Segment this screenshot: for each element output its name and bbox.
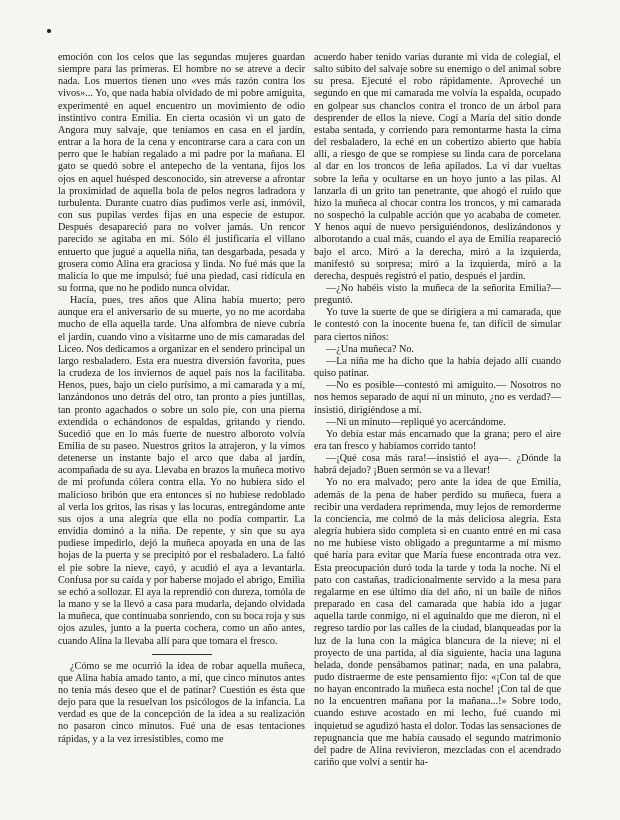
paragraph: Yo tuve la suerte de que se dirigiera a mi camarada, que le contestó con la inocente buena fe, tan difícil de simular para ciertos niños: [314, 307, 561, 343]
paragraph: Yo debía estar más encarnado que la grana; pero el aire era tan fresco y habíamos corrido tanto! [314, 428, 561, 452]
paragraph: —La niña me ha dicho que la había dejado allí cuando quiso patinar. [314, 355, 561, 380]
right-column [314, 52, 561, 769]
paragraph: Yo no era malvado; pero ante la idea de que Emilia, además de la pena de haber perdido su muñeca, fuera a recibir una verdadera reprimenda, muy lejos de remorderme la conciencia, me colmó de la más deliciosa alegría. Esta alegría hubiera sido completa si en cuanto entré en mi casa no me hubiese visto obligado a preguntarme a mí mismo qué haría para evitar que María fuese encontrada otra vez. Esta preocupación duró toda la tarde y toda la noche. Ni el pato con castañas, tradicionalmente servido a la mesa para regalarme en ese último día del año, ni un baile de niños preparado en casa del camarada que había ido a jugar aquella tarde conmigo, ni el aguinaldo que me dieron, ni el regreso tardío por las calles de la ciudad, blanqueadas por la luz de la luna con la mágica blancura de la nieve; ni el proyecto de una partida, al día siguiente, hacia una laguna helada, donde pensábamos patinar; nada, en una palabra, pudo distraerme de este pensamiento fijo: «¡Con tal de que no hayan encontrado la muñeca esta noche! ¡Con tal de que no la encuentren mañana por la mañana...!» Sobre todo, cuando estuve acostado en mi lecho, fué cuando mi inquietud se agudizó hasta el dolor. Todas las sensaciones de repugnancia que me había causado el segundo matrimonio del padre de Alina revivieron, mezcladas con el acendrado cariño que volví a sentir ha- [314, 477, 561, 769]
paragraph: acuerdo haber tenido varias durante mi vida de colegial, el salto súbito del salvaje sobre su enemigo o del animal sobre su presa. Ejecuté el robo rápidamente. Aproveché un segundo en que mi camarada me volvía la espalda, ocupado en golpear sus chanclos contra el tronco de un árbol para desprender de ellos la nieve. Cogí a María del sitio donde estaba sentada, y corriendo para remontarme hasta la cima del resbaladero, la eché en un cobertizo abierto que había allí, a riesgo de que se rompiese su linda cara de porcelana al dar en los troncos de leña apilados. La vi dar vueltas sobre la leña y ocultarse en un hoyo junto a las pilas. Al lanzarla di un grito tan penetrante, que ahogó el ruido que hizo la muñeca al chocar contra los troncos, y mi camarada no sospechó la culpable acción que yo acababa de cometer. Y henos aquí de nuevo persiguiéndonos, deslizándonos y alborotando a cual más, cuando el aya de Emilia reapareció bajo el arco. Miró a la derecha, miró a la izquierda, manifestó su sorpresa; miró a la izquierda, miró a la derecha, después registró el patio, después el jardín. [314, 52, 561, 282]
paragraph: —Ni un minuto—repliqué yo acercándome. [326, 416, 506, 428]
ink-speck [47, 29, 51, 33]
paragraph: Hacía, pues, tres años que Alina había muerto; pero aunque era el aniversario de su muerte, yo no me acordaba mucho de ella aquella tarde. Una alfombra de nieve cubría el jardín, cuando vino a visitarme uno de mis camaradas del Liceo. Nos dedicamos a organizar en el sendero principal un largo resbaladero. Esta era nuestra diversión favorita, pues la crudeza de los inviernos de aquel país nos la facilitaba. Henos, pues, bajo un cielo purísimo, a mi camarada y a mí, lanzándonos uno detrás del otro, tan pronto a pies juntillas, tan pronto agachados o sobre un solo pie, con una pierna extendida o echándonos de espaldas, gritando y riendo. Sucedió que en lo más fuerte de nuestro alboroto volvía Emilia de su paseo. Nuestros gritos la atrajeron, y la vimos detenerse un instante bajo el arco que daba al jardín, acompañada de su aya. Llevaba en brazos la muñeca motivo de mi profunda cólera contra ella. Yo no hubiera sido el malicioso bribón que era entonces si no hubiese redoblado al verla los gritos, las risas y las locuras, entregándome ante sus ojos a una alegría que ella no podía compartir. La envidia dominó a la niña. De repente, y sin que su aya pudiese impedirlo, dejó la muñeca apoyada en una de las hojas de la puerta y se precipitó por el resbaladero. La faltó el pie sobre la nieve, cayó, y acudió el aya a levantarla. Confusa por su caída y por haberse mojado el abrigo, Emilia se echó a sollozar. El aya la reprendió con dureza, tomóla de la mano y se la llevó a casa para mudarla, dejando olvidada la muñeca, que continuaba sonriendo, con su boca roja y sus ojos azules, junto a la puerta cochera, como un año antes, cuando Alina la llevaba allí para que tomara el fresco. [58, 295, 305, 647]
paragraph: ¿Cómo se me ocurrió la idea de robar aquella muñeca, que Alina había amado tanto, a mí, que cinco minutos antes no tenía más deseo que el de patinar? Cuestión es ésta que dejo para que la resuelvan los psicólogos de la infancia. La verdad es que de la concepción de la idea a su realización no pasaron cinco minutos. Fué una de esas tentaciones rápidas, y a la vez irresistibles, como me [58, 660, 305, 745]
paragraph: —¡Qué cosa más rara!—insistió el aya—. ¿Dónde la habrá dejado? ¡Buen sermón se va a llevar! [314, 453, 561, 477]
paragraph: —¿Una muñeca? No. [326, 343, 414, 355]
paragraph: —No es posible—contestó mi amiguito.— Nosotros no nos hemos separado de aquí ni un minuto, ¿no es verdad?—insistió, dirigiéndose a mí. [314, 380, 561, 416]
left-column [58, 52, 305, 746]
paragraph: —¿No habéis visto la muñeca de la señorita Emilia?—preguntó. [314, 282, 561, 307]
paragraph: emoción con los celos que las segundas mujeres guardan siempre para las primeras. El hombre no se atreve a decir nada. Los muertos tienen uno «ves más razón contra los vivos»... Yo, que nada había olvidado de mi pobre amiguita, experimenté en aquel encuentro un movimiento de odio instintivo contra Emilia. En cierta ocasión vi un gato de Angora muy salvaje, que teníamos en casa en el jardín, entrar a la hora de la cena y encontrarse cara a cara con un perro que le habían regalado a mi padre por la mañana. El gato se quedó sobre el antepecho de la ventana, fijos los ojos en aquel huésped desconocido, sin atreverse a afrontar la proximidad de aquella bola de pelos negros ladradora y turbulenta. Durante cuatro días pudimos verle así, inmóvil, con sus pupilas verdes fijas en una especie de estupor. Después desapareció para no volver jamás. Un rencor parecido se agitaba en mí. Sólo él justificaría el villano entuerto que jugué a aquella niña, tan desgarbada, pesada y grosera como Alina era graciosa y linda. No fué más que la malicia lo que me impulsó; fué una piedad, casi ridícula en su forma, que no he podido nunca olvidar. [58, 52, 305, 294]
section-divider [152, 654, 212, 655]
